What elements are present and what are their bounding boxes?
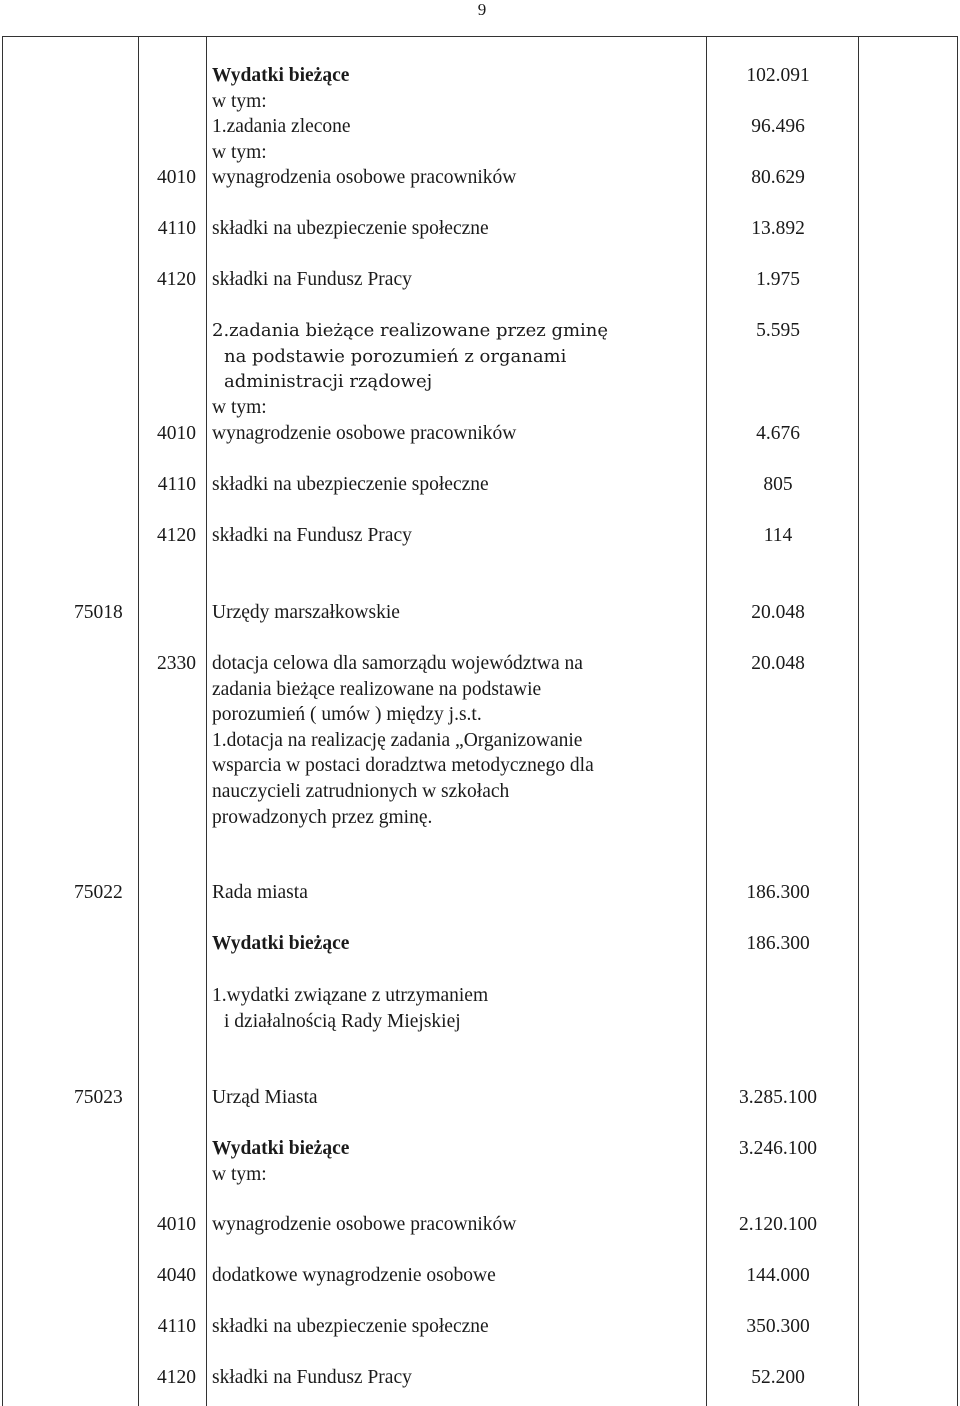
current-expenses-heading: Wydatki bieżące — [212, 1138, 350, 1159]
agreement-tasks-title: administracji rządowej — [224, 371, 433, 393]
current-expenses-value: 186.300 — [746, 933, 810, 954]
assigned-tasks-title: 1.zadania zlecone — [212, 116, 351, 138]
w-tym-label: w tym: — [212, 141, 267, 163]
chapter-amount: 3.285.100 — [739, 1087, 817, 1108]
row-amount: 4.676 — [756, 423, 800, 444]
row-amount: 805 — [763, 474, 793, 495]
col-border-text — [706, 36, 707, 1406]
row-description: porozumień ( umów ) między j.s.t. — [212, 704, 482, 726]
row-description: wsparcia w postaci doradztwa metodycznego dla — [212, 755, 594, 777]
row-description: 1.dotacja na realizację zadania „Organizowanie — [212, 729, 583, 751]
assigned-tasks-value: 96.496 — [751, 116, 805, 138]
row-description: składki na Fundusz Pracy — [212, 269, 412, 290]
row-amount: 20.048 — [751, 653, 805, 674]
current-expenses-heading: Wydatki bieżące — [212, 933, 350, 954]
row-description: wynagrodzenie osobowe pracowników — [212, 1214, 517, 1235]
row-amount: 350.300 — [746, 1316, 810, 1337]
row-description: nauczycieli zatrudnionych w szkołach — [212, 780, 510, 802]
page-number: 9 — [477, 0, 487, 19]
paragraph-code: 2330 — [157, 653, 196, 674]
paragraph-code: 4010 — [157, 167, 196, 188]
row-amount: 1.975 — [756, 269, 800, 290]
paragraph-code: 4110 — [157, 474, 196, 495]
row-amount: 80.629 — [751, 167, 805, 188]
row-description: składki na Fundusz Pracy — [212, 525, 412, 546]
chapter-amount: 186.300 — [746, 882, 810, 903]
paragraph-code: 4120 — [157, 269, 196, 290]
row-description: i działalnością Rady Miejskiej — [224, 1010, 461, 1032]
col-border-left — [2, 36, 3, 1406]
paragraph-code: 4110 — [157, 1316, 196, 1337]
paragraph-code: 4120 — [157, 1367, 196, 1388]
row-description: wynagrodzenia osobowe pracowników — [212, 167, 517, 188]
row-description: wynagrodzenie osobowe pracowników — [212, 423, 517, 444]
col-border-par — [206, 36, 207, 1406]
row-description: prowadzonych przez gminę. — [212, 806, 433, 828]
agreement-tasks-value: 5.595 — [756, 320, 800, 341]
agreement-tasks-title: 2.zadania bieżące realizowane przez gminę — [212, 320, 609, 341]
w-tym-label: w tym: — [212, 90, 267, 112]
paragraph-code: 4110 — [157, 218, 196, 239]
paragraph-code: 4010 — [157, 423, 196, 444]
chapter-title: Urzędy marszałkowskie — [212, 602, 400, 623]
col-border-right — [957, 36, 958, 1406]
chapter-title: Rada miasta — [212, 882, 308, 903]
row-description: zadania bieżące realizowane na podstawie — [212, 678, 542, 700]
chapter-title: Urząd Miasta — [212, 1087, 318, 1108]
chapter-code: 75023 — [74, 1087, 123, 1108]
chapter-code: 75022 — [74, 882, 123, 903]
paragraph-code: 4120 — [157, 525, 196, 546]
col-border-dz — [138, 36, 139, 1406]
row-amount: 2.120.100 — [739, 1214, 817, 1235]
row-amount: 144.000 — [746, 1265, 810, 1286]
col-border-value — [858, 36, 859, 1406]
w-tym-label: w tym: — [212, 396, 267, 418]
row-amount: 13.892 — [751, 218, 805, 239]
row-description: składki na ubezpieczenie społeczne — [212, 218, 489, 239]
chapter-code: 75018 — [74, 602, 123, 623]
current-expenses-heading: Wydatki bieżące — [212, 65, 350, 86]
row-description: dodatkowe wynagrodzenie osobowe — [212, 1265, 496, 1286]
paragraph-code: 4010 — [157, 1214, 196, 1235]
row-amount: 52.200 — [751, 1367, 805, 1388]
row-description: składki na Fundusz Pracy — [212, 1367, 412, 1388]
chapter-amount: 20.048 — [751, 602, 805, 623]
table-top-border — [2, 36, 958, 37]
row-description: 1.wydatki związane z utrzymaniem — [212, 985, 489, 1006]
row-description: składki na ubezpieczenie społeczne — [212, 474, 489, 495]
agreement-tasks-title: na podstawie porozumień z organami — [224, 345, 567, 367]
w-tym-label: w tym: — [212, 1163, 267, 1185]
current-expenses-value: 102.091 — [746, 65, 810, 86]
row-amount: 114 — [763, 525, 793, 546]
current-expenses-value: 3.246.100 — [739, 1138, 817, 1159]
row-description: składki na ubezpieczenie społeczne — [212, 1316, 489, 1337]
row-description: dotacja celowa dla samorządu województwa na — [212, 653, 583, 674]
paragraph-code: 4040 — [157, 1265, 196, 1286]
